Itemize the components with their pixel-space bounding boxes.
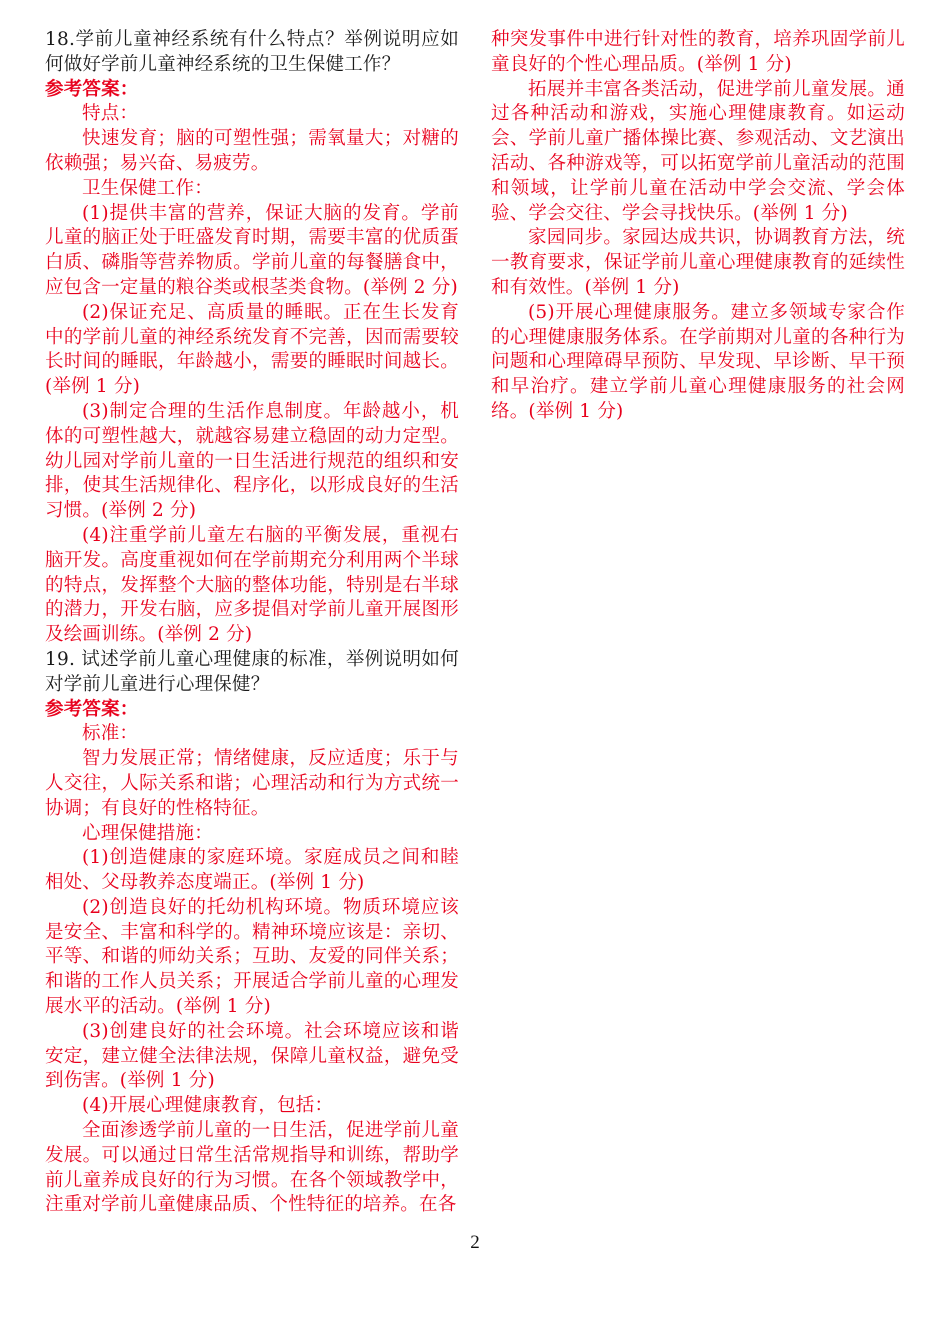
q18-para-care-heading: 卫生保健工作： — [82, 177, 213, 199]
q19-para-measures-heading: 心理保健措施： — [82, 822, 213, 844]
q19-para-1: (1)创造健康的家庭环境。家庭成员之间和睦相处、父母教养态度端正。(举例 1 分) — [45, 847, 459, 894]
question-19: 19. 试述学前儿童心理健康的标准，举例说明如何对学前儿童进行心理保健？ — [45, 648, 459, 695]
q18-para-features-heading: 特点： — [82, 103, 139, 125]
right-column — [491, 28, 905, 425]
q19-para-4: (4)开展心理健康教育，包括： — [82, 1095, 334, 1117]
page-number: 2 — [470, 1232, 480, 1253]
q19-para-standard-heading: 标准： — [82, 723, 139, 745]
q19-para-4b: 拓展并丰富各类活动，促进学前儿童发展。通过各种活动和游戏，实施心理健康教育。如运动会、学前儿童广播体操比赛、参观活动、文艺演出活动、各种游戏等，可以拓宽学前儿童活动的范围和领域，让学前儿童在活动中学会交流、学会体验、学会交往、学会寻找快乐。(举例 1 分) — [491, 78, 905, 224]
q19-para-4c: 家园同步。家园达成共识，协调教育方法，统一教育要求，保证学前儿童心理健康教育的延续性和有效性。(举例 1 分) — [491, 227, 905, 298]
q19-para-3: (3)创建良好的社会环境。社会环境应该和谐安定，建立健全法律法规，保障儿童权益，避免受到伤害。(举例 1 分) — [45, 1020, 459, 1092]
q19-para-standard: 智力发展正常；情绪健康，反应适度；乐于与人交往，人际关系和谐；心理活动和行为方式统一协调；有良好的性格特征。 — [45, 748, 459, 819]
q18-para-2: (2)保证充足、高质量的睡眠。正在生长发育中的学前儿童的神经系统发育不完善，因而需要较长时间的睡眠，年龄越小，需要的睡眠时间越长。(举例 1 分) — [45, 301, 459, 398]
q19-para-4a: 全面渗透学前儿童的一日生活，促进学前儿童发展。可以通过日常生活常规指导和训练，帮助学前儿童养成良好的行为习惯。在各个领域教学中，注重对学前儿童健康品质、个性特征的培养。在各 — [45, 1120, 459, 1216]
question-18: 18.学前儿童神经系统有什么特点？举例说明应如何做好学前儿童神经系统的卫生保健工作？ — [45, 29, 459, 75]
answer-label-18: 参考答案： — [45, 78, 139, 100]
q19-para-2: (2)创造良好的托幼机构环境。物质环境应该是安全、丰富和科学的。精神环境应该是：亲切、平等、和谐的师幼关系；互助、友爱的同伴关系；和谐的工作人员关系；开展适合学前儿童的心理发展水平的活动。(举例 1 分) — [45, 896, 459, 1018]
q18-para-1: (1)提供丰富的营养，保证大脑的发育。学前儿童的脑正处于旺盛发育时期，需要丰富的优质蛋白质、磷脂等营养物质。学前儿童的每餐膳食中，应包含一定量的粮谷类或根茎类食物。(举例 2 分) — [45, 202, 459, 298]
q19-para-5: (5)开展心理健康服务。建立多领域专家合作的心理健康服务体系。在学前期对儿童的各种行为问题和心理障碍早预防、早发现、早诊断、早干预和早治疗。建立学前儿童心理健康服务的社会网络。(举例 1 分) — [491, 301, 905, 422]
q18-para-4: (4)注重学前儿童左右脑的平衡发展，重视右脑开发。高度重视如何在学前期充分利用两个半球的特点，发挥整个大脑的整体功能，特别是右半球的潜力，开发右脑，应多提倡对学前儿童开展图形及绘画训练。(举例 2 分) — [45, 524, 459, 646]
q18-para-3: (3)制定合理的生活作息制度。年龄越小，机体的可塑性越大，就越容易建立稳固的动力定型。幼儿园对学前儿童的一日生活进行规范的组织和安排，使其生活规律化、程序化，以形成良好的生活习惯。(举例 2 分) — [45, 400, 459, 522]
q18-para-features: 快速发育；脑的可塑性强；需氧量大；对糖的依赖强；易兴奋、易疲劳。 — [45, 128, 459, 174]
left-column — [45, 28, 459, 1218]
answer-label-19: 参考答案： — [45, 698, 139, 720]
q19-continuation: 种突发事件中进行针对性的教育，培养巩固学前儿童良好的个性心理品质。(举例 1 分) — [491, 29, 905, 75]
